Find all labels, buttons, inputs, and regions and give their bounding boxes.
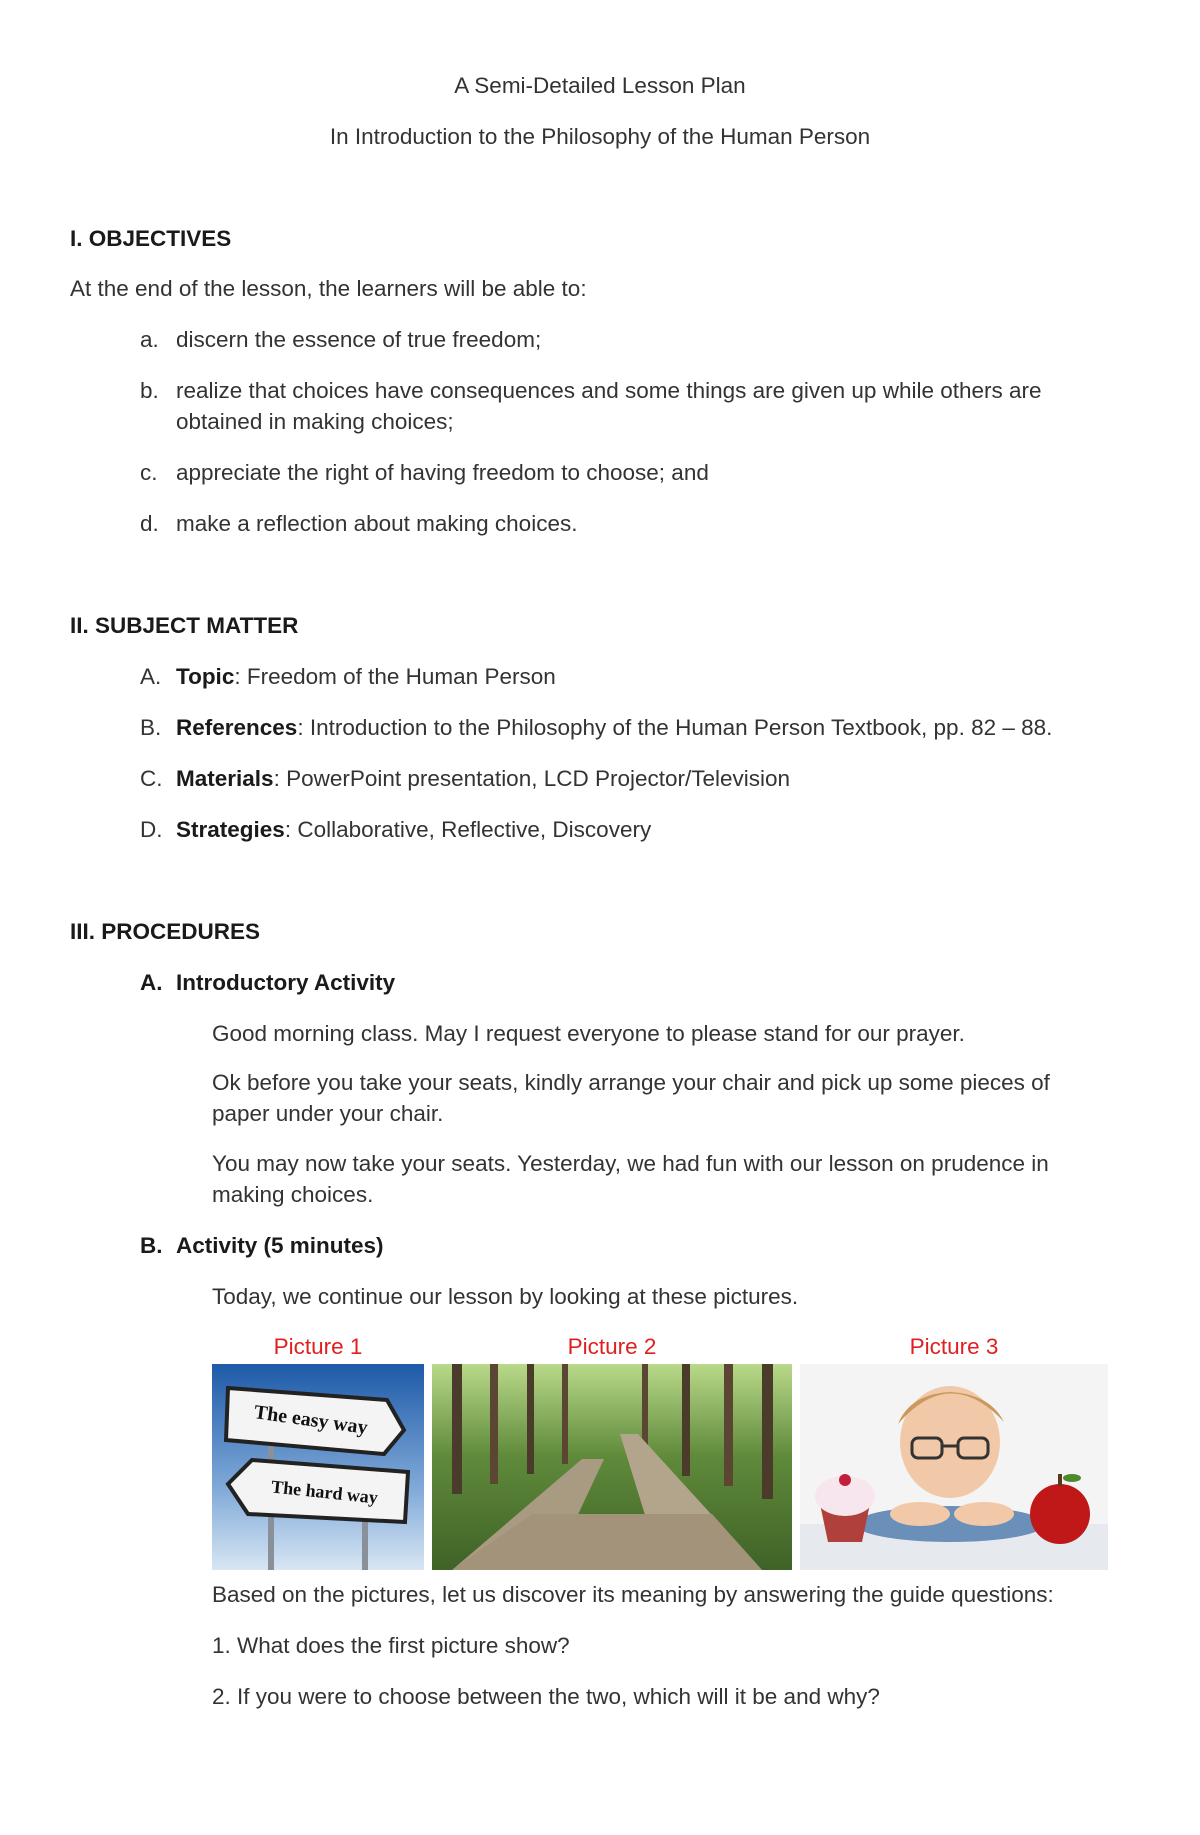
- objective-c: appreciate the right of having freedom to choose; and: [176, 460, 709, 485]
- signpost-illustration: [212, 1364, 424, 1570]
- document-subtitle: In Introduction to the Philosophy of the Human Person: [329, 124, 871, 149]
- subject-strategies-text: : Collaborative, Reflective, Discovery: [284, 817, 652, 842]
- introductory-activity-title: Introductory Activity: [176, 970, 396, 995]
- subject-topic-text: : Freedom of the Human Person: [234, 664, 556, 689]
- objectives-heading: I. OBJECTIVES: [70, 226, 232, 251]
- picture-1-sign-image: [212, 1364, 424, 1570]
- procedures-heading: III. PROCEDURES: [70, 919, 261, 944]
- forest-path-illustration: [432, 1364, 792, 1570]
- objective-d-marker: d.: [140, 511, 159, 536]
- introductory-p2-line1: Ok before you take your seats, kindly arrange your chair and pick up some pieces of: [212, 1070, 1050, 1095]
- subject-references-text: : Introduction to the Philosophy of the Human Person Textbook, pp. 82 – 88.: [297, 715, 1053, 740]
- subject-materials: [176, 765, 790, 792]
- subject-a-marker: A.: [140, 664, 162, 689]
- subject-c-marker: C.: [140, 766, 163, 791]
- subject-b-marker: B.: [140, 715, 162, 740]
- subject-materials-label: Materials: [176, 766, 274, 791]
- activity-intro: Today, we continue our lesson by looking at these pictures.: [212, 1284, 799, 1309]
- subject-materials-text: : PowerPoint presentation, LCD Projector/Television: [273, 766, 791, 791]
- document-title: A Semi-Detailed Lesson Plan: [454, 73, 746, 98]
- objective-b-marker: b.: [140, 378, 159, 403]
- sign-hard-way-text: The hard way: [270, 1476, 379, 1508]
- picture-3-caption: Picture 3: [909, 1334, 999, 1359]
- objective-a-marker: a.: [140, 327, 159, 352]
- subject-references: [176, 714, 1052, 741]
- introductory-p1: Good morning class. May I request everyone to please stand for our prayer.: [212, 1021, 965, 1046]
- introductory-marker: A.: [140, 970, 163, 995]
- objective-d: make a reflection about making choices.: [176, 511, 578, 536]
- objectives-intro: At the end of the lesson, the learners will be able to:: [70, 276, 587, 301]
- subject-references-label: References: [176, 715, 298, 740]
- introductory-p3-line1: You may now take your seats. Yesterday, we had fun with our lesson on prudence in: [212, 1151, 1049, 1176]
- guide-question-2: 2. If you were to choose between the two, which will it be and why?: [212, 1684, 880, 1709]
- activity-title: Activity (5 minutes): [176, 1233, 384, 1258]
- boy-cupcake-apple-illustration: [800, 1364, 1108, 1570]
- sign-easy-way-text: The easy way: [252, 1401, 370, 1439]
- subject-topic-label: Topic: [176, 664, 235, 689]
- objective-a: discern the essence of true freedom;: [176, 327, 542, 352]
- subject-strategies: [176, 816, 651, 843]
- introductory-p3-line2: making choices.: [212, 1182, 374, 1207]
- subject-topic: [176, 663, 556, 690]
- objective-b-line1: realize that choices have consequences and some things are given up while others are: [176, 378, 1042, 403]
- objective-c-marker: c.: [140, 460, 158, 485]
- picture-2-caption: Picture 2: [567, 1334, 657, 1359]
- guide-question-1: 1. What does the first picture show?: [212, 1633, 570, 1658]
- subject-matter-heading: II. SUBJECT MATTER: [70, 613, 299, 638]
- objective-b-line2: obtained in making choices;: [176, 409, 454, 434]
- picture-1-caption: Picture 1: [273, 1334, 363, 1359]
- subject-d-marker: D.: [140, 817, 163, 842]
- guide-questions-intro: Based on the pictures, let us discover its meaning by answering the guide questions:: [212, 1582, 1054, 1607]
- introductory-p2-line2: paper under your chair.: [212, 1101, 444, 1126]
- subject-strategies-label: Strategies: [176, 817, 285, 842]
- picture-3-boy-choice-image: [800, 1364, 1108, 1570]
- picture-2-forest-path-image: [432, 1364, 792, 1570]
- activity-marker: B.: [140, 1233, 163, 1258]
